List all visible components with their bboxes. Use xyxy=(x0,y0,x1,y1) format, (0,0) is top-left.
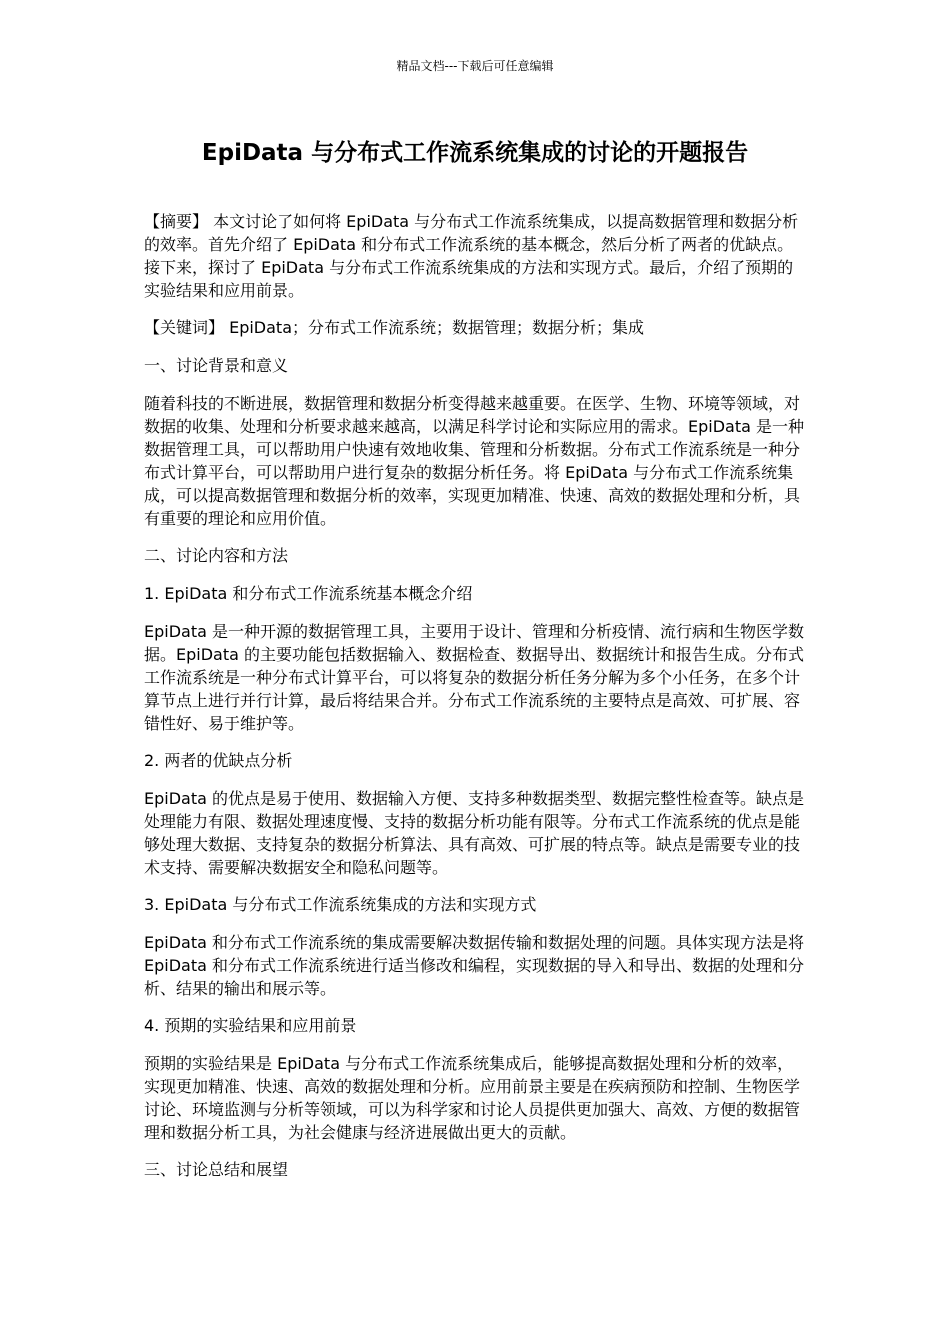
section-body-background: 随着科技的不断进展，数据管理和数据分析变得越来越重要。在医学、生物、环境等领域，对数据的收集、处理和分析要求越来越高，以满足科学讨论和实际应用的需求。EpiData 是一种数据管理工具，可以帮助用户快速有效地收集、管理和分析数据。分布式工作流系统是一种分布式计算平台，可以帮助用户进行复杂的数据分析任务。将 EpiData 与分布式工作流系统集成，可以提高数据管理和数据分析的效率，实现更加精准、快速、高效的数据处理和分析，具有重要的理论和应用价值。 xyxy=(144,394,805,528)
section-heading-summary: 三、讨论总结和展望 xyxy=(144,1160,289,1179)
subsection-body-pros-cons: EpiData 的优点是易于使用、数据输入方便、支持多种数据类型、数据完整性检查等。缺点是处理能力有限、数据处理速度慢、支持的数据分析功能有限等。分布式工作流系统的优点是能够处理大数据、支持复杂的数据分析算法、具有高效、可扩展的特点等。缺点是需要专业的技术支持、需要解决数据安全和隐私问题等。 xyxy=(144,789,805,877)
subsection-body-integration: EpiData 和分布式工作流系统的集成需要解决数据传输和数据处理的问题。具体实现方法是将 EpiData 和分布式工作流系统进行适当修改和编程，实现数据的导入和导出、数据的处理和分析、结果的输出和展示等。 xyxy=(144,933,805,998)
section-heading-background: 一、讨论背景和意义 xyxy=(144,356,289,375)
section-heading-content-methods: 二、讨论内容和方法 xyxy=(144,546,289,565)
subsection-heading-concepts: 1. EpiData 和分布式工作流系统基本概念介绍 xyxy=(144,584,473,603)
document-body xyxy=(144,210,809,1196)
keywords-paragraph: 【关键词】 EpiData；分布式工作流系统；数据管理；数据分析；集成 xyxy=(144,318,645,337)
subsection-heading-pros-cons: 2. 两者的优缺点分析 xyxy=(144,751,293,770)
subsection-body-concepts: EpiData 是一种开源的数据管理工具，主要用于设计、管理和分析疫情、流行病和生物医学数据。EpiData 的主要功能包括数据输入、数据检查、数据导出、数据统计和报告生成。分布式工作流系统是一种分布式计算平台，可以将复杂的数据分析任务分解为多个小任务，在多个计算节点上进行并行计算，最后将结果合并。分布式工作流系统的主要特点是高效、可扩展、容错性好、易于维护等。 xyxy=(144,622,805,733)
subsection-heading-integration: 3. EpiData 与分布式工作流系统集成的方法和实现方式 xyxy=(144,895,537,914)
subsection-heading-expected-results: 4. 预期的实验结果和应用前景 xyxy=(144,1016,357,1035)
header-note: 精品文档---下载后可任意编辑 xyxy=(396,59,554,73)
subsection-body-expected-results: 预期的实验结果是 EpiData 与分布式工作流系统集成后，能够提高数据处理和分析的效率，实现更加精准、快速、高效的数据处理和分析。应用前景主要是在疾病预防和控制、生物医学讨论、环境监测与分析等领域，可以为科学家和讨论人员提供更加强大、高效、方便的数据管理和数据分析工具，为社会健康与经济进展做出更大的贡献。 xyxy=(144,1054,801,1142)
document-title: EpiData 与分布式工作流系统集成的讨论的开题报告 xyxy=(201,140,749,166)
abstract-paragraph: 【摘要】 本文讨论了如何将 EpiData 与分布式工作流系统集成，以提高数据管理和数据分析的效率。首先介绍了 EpiData 和分布式工作流系统的基本概念，然后分析了两者的优缺点。接下来，探讨了 EpiData 与分布式工作流系统集成的方法和实现方式。最后，介绍了预期的实验结果和应用前景。 xyxy=(144,212,799,300)
